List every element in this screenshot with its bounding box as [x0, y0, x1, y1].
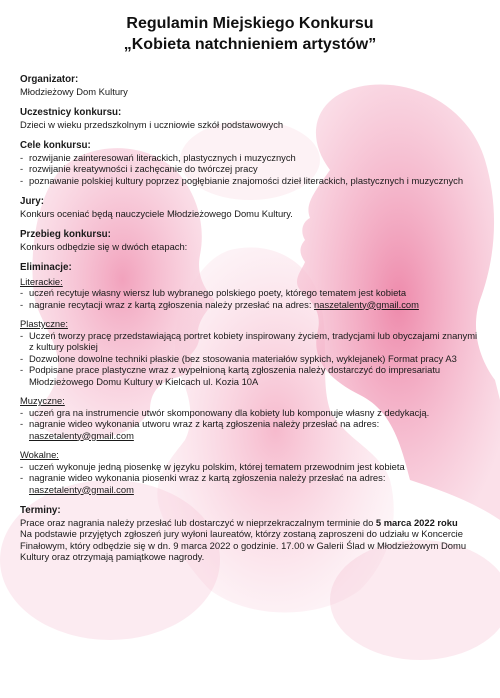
- visual-item: - Dozwolone dowolne techniki płaskie (bez stosowania materiałów sypkich, wyklejanek) Format pracy A3: [20, 353, 480, 365]
- terms-deadline-date: 5 marca 2022 roku: [375, 516, 458, 528]
- literary-item: [20, 299, 480, 311]
- jury-heading: Jury:: [20, 196, 44, 207]
- participants-section: [20, 107, 480, 130]
- terms-heading: Terminy:: [20, 505, 61, 516]
- organizer-text: Młodzieżowy Dom Kultury: [20, 85, 128, 97]
- email-link[interactable]: naszetalenty@gmail.com: [29, 429, 134, 441]
- literary-item: - uczeń recytuje własny wiersz lub wybranego polskiego poety, którego tematem jest kobieta: [20, 287, 480, 299]
- vocal-list: [20, 461, 480, 496]
- vocal-label: Wokalne:: [20, 449, 59, 460]
- jury-section: [20, 196, 480, 219]
- terms-final-concert: Na podstawie przyjętych zgłoszeń jury wyłoni laureatów, którzy zostaną zaproszeni do udziału w Koncercie Finałowym, który odbędzie się w dn. 9 marca 2022 o godzinie. 17.00 w Galerii Ślad w Młodzieżowym Domu Kultury oraz otrzymają pamiątkowe nagrody.: [20, 528, 467, 562]
- course-heading: Przebieg konkursu:: [20, 229, 111, 240]
- jury-text: Konkurs oceniać będą nauczyciele Młodzieżowego Domu Kultury.: [20, 207, 293, 219]
- email-link[interactable]: naszetalenty@gmail.com: [29, 483, 134, 495]
- music-item: - uczeń gra na instrumencie utwór skomponowany dla kobiety lub komponuje własny z dedykacją.: [20, 407, 480, 419]
- literary-item-text: nagranie recytacji wraz z kartą zgłoszenia należy przesłać na adres:: [29, 298, 315, 310]
- goals-list: [20, 152, 480, 187]
- visual-item: - Uczeń tworzy pracę przedstawiającą portret kobiety inspirowany życiem, tradycjami lub obyczajami znanymi z kultury polskiej: [20, 330, 480, 353]
- participants-heading: Uczestnicy konkursu:: [20, 107, 122, 118]
- title-line-1: Regulamin Miejskiego Konkursu: [126, 15, 374, 32]
- literary-list: [20, 287, 480, 310]
- course-text: Konkurs odbędzie się w dwóch etapach:: [20, 240, 188, 252]
- title-line-2: „Kobieta natchnieniem artystów”: [123, 36, 377, 53]
- eliminations-heading: Eliminacje:: [20, 262, 72, 273]
- music-item-text: nagranie wideo wykonania utworu wraz z kartą zgłoszenia należy przesłać na adres:: [29, 418, 380, 429]
- organizer-heading: Organizator:: [20, 74, 79, 85]
- terms-deadline: [20, 517, 480, 529]
- terms-deadline-text: Prace oraz nagrania należy przesłać lub dostarczyć w nieprzekraczalnym terminie do: [20, 516, 376, 528]
- email-link[interactable]: naszetalenty@gmail.com: [314, 298, 419, 310]
- terms-section: [20, 505, 480, 563]
- music-item: [20, 418, 480, 441]
- course-section: [20, 229, 480, 252]
- organizer-section: [20, 74, 480, 97]
- goals-heading: Cele konkursu:: [20, 140, 91, 151]
- visual-list: [20, 330, 480, 388]
- literary-label: Literackie:: [20, 275, 63, 287]
- music-list: [20, 407, 480, 442]
- participants-text: Dzieci w wieku przedszkolnym i uczniowie szkół podstawowych: [20, 118, 284, 130]
- vocal-item-text: nagranie wideo wykonania piosenki wraz z kartą zgłoszenia należy przesłać na adres:: [29, 472, 386, 483]
- poster-title: [20, 13, 480, 55]
- music-label: Muzyczne:: [20, 395, 65, 406]
- goals-section: [20, 140, 480, 186]
- goal-item: - poznawanie polskiej kultury poprzez pogłębianie znajomości dzieł literackich, plastycznych i muzycznych: [20, 175, 480, 187]
- visual-item: - Podpisane prace plastyczne wraz z wypełnioną kartą zgłoszenia należy dostarczyć do impresariatu Młodzieżowego Domu Kultury w Kielcach ul. Kozia 10A: [20, 364, 480, 387]
- eliminations-section: [20, 262, 480, 495]
- visual-label: Plastyczne:: [20, 318, 68, 329]
- goal-item: - rozwijanie kreatywności i zachęcanie do twórczej pracy: [20, 163, 480, 175]
- vocal-item: - uczeń wykonuje jedną piosenkę w języku polskim, której tematem przewodnim jest kobieta: [20, 461, 480, 473]
- goal-item: - rozwijanie zainteresowań literackich, plastycznych i muzycznych: [20, 152, 480, 164]
- vocal-item: [20, 472, 480, 495]
